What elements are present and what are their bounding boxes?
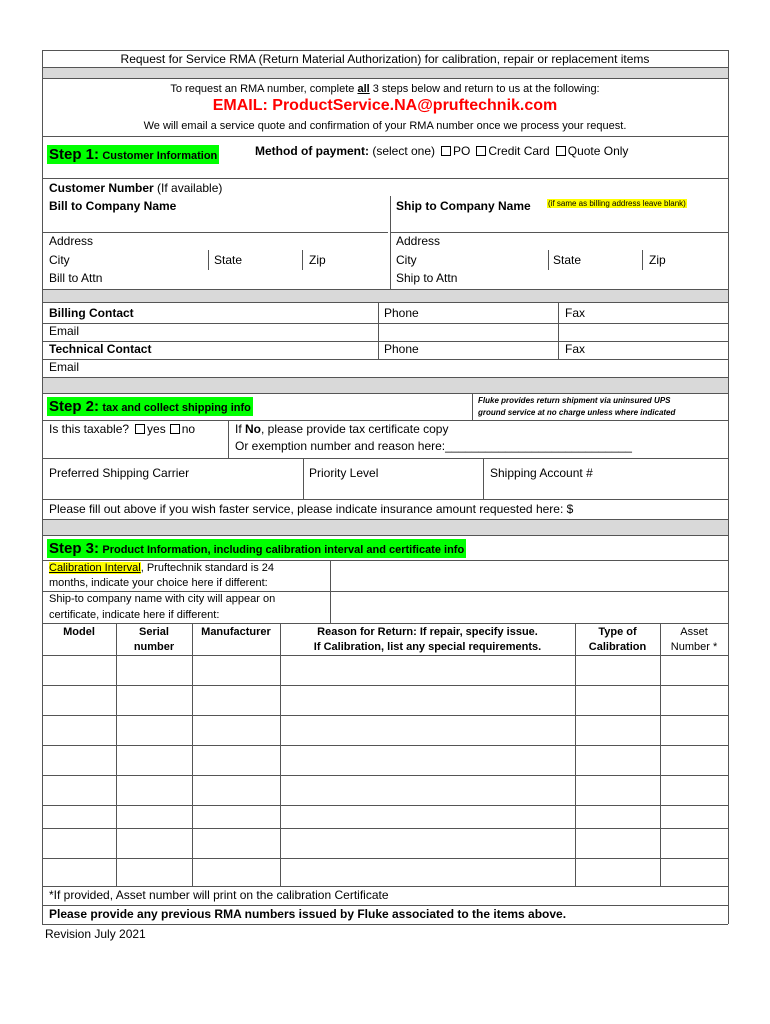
col-asset-1: Asset <box>680 626 708 638</box>
product-row[interactable] <box>43 746 727 774</box>
product-row[interactable] <box>43 686 727 714</box>
ship-state-field[interactable]: State <box>553 253 582 267</box>
cal-interval-highlight: Calibration Interval <box>49 562 141 574</box>
col-asset-2: Number * <box>670 641 718 653</box>
step2-heading <box>47 397 253 416</box>
po-option: PO <box>453 144 471 158</box>
cal-interval-line1 <box>49 562 274 575</box>
billing-phone-field[interactable]: Phone <box>384 306 419 320</box>
if-rest: , please provide tax certificate copy <box>261 422 449 436</box>
ship-address-field[interactable]: Address <box>396 234 441 248</box>
step2-spacer-band <box>42 377 728 393</box>
step1-title: Customer Information <box>102 150 218 162</box>
taxable-yes-label: yes <box>147 422 166 436</box>
technical-contact-field[interactable]: Technical Contact <box>49 342 152 356</box>
cal-interval-line2: months, indicate your choice here if different: <box>49 577 268 589</box>
tax-certificate-note <box>235 423 448 437</box>
credit-card-option: Credit Card <box>488 144 550 158</box>
credit-card-checkbox[interactable] <box>476 146 486 156</box>
ship-zip-field[interactable]: Zip <box>649 253 666 267</box>
instruction-post: 3 steps below and return to us at the following: <box>369 83 600 95</box>
taxable-no-checkbox[interactable] <box>170 424 180 434</box>
exemption-field[interactable]: Or exemption number and reason here:____________________________ <box>235 439 632 453</box>
billing-fax-field[interactable]: Fax <box>565 306 586 320</box>
ship-to-note: (if same as billing address leave blank) <box>548 199 686 208</box>
step3-heading <box>47 539 466 558</box>
instruction-line <box>42 83 728 96</box>
taxable-no-label: no <box>181 422 196 436</box>
shipto-cert-line2: certificate, indicate here if different: <box>49 609 220 621</box>
cal-interval-input[interactable] <box>331 561 727 590</box>
col-type-1: Type of <box>598 626 637 638</box>
col-reason-1: Reason for Return: If repair, specify issue. <box>317 626 538 638</box>
bill-state-field[interactable]: State <box>214 253 243 267</box>
product-row[interactable] <box>43 859 727 885</box>
if-no: No <box>245 422 262 436</box>
revision-date: Revision July 2021 <box>45 927 146 941</box>
cal-interval-text: , Pruftechnik standard is 24 <box>140 562 275 574</box>
priority-level-field[interactable]: Priority Level <box>309 466 379 480</box>
product-row[interactable] <box>43 806 727 827</box>
instruction-pre: To request an RMA number, complete <box>170 83 358 95</box>
product-row[interactable] <box>43 829 727 857</box>
insurance-amount-field[interactable]: Please fill out above if you wish faster service, please indicate insurance amount requested here: $ <box>49 502 574 516</box>
col-reason-2: If Calibration, list any special requirements. <box>313 641 542 653</box>
step3-label: Step 3: <box>49 540 100 557</box>
quote-only-checkbox[interactable] <box>556 146 566 156</box>
header-spacer-band <box>42 67 728 78</box>
product-row[interactable] <box>43 716 727 744</box>
billing-contact-field[interactable]: Billing Contact <box>49 306 134 320</box>
ship-city-field[interactable]: City <box>396 253 417 267</box>
fluke-note-line2: ground service at no charge unless where indicated <box>478 408 676 417</box>
previous-rma-field[interactable]: Please provide any previous RMA numbers issued by Fluke associated to the items above. <box>49 907 567 921</box>
step2-label: Step 2: <box>49 398 100 415</box>
customer-number-field[interactable] <box>49 182 222 196</box>
instruction-all: all <box>357 83 370 95</box>
product-row[interactable] <box>43 776 727 804</box>
quote-note: We will email a service quote and confirmation of your RMA number once we process your request. <box>143 120 627 132</box>
taxable-question <box>49 423 195 437</box>
bill-address-field[interactable]: Address <box>49 234 94 248</box>
service-email[interactable]: EMAIL: ProductService.NA@pruftechnik.com <box>212 97 558 114</box>
asset-footnote: *If provided, Asset number will print on the calibration Certificate <box>49 888 389 902</box>
bill-to-attn-field[interactable]: Bill to Attn <box>49 271 103 285</box>
bill-city-field[interactable]: City <box>49 253 70 267</box>
shipto-cert-line1: Ship-to company name with city will appear on <box>49 593 276 605</box>
if-label: If <box>235 422 246 436</box>
payment-label: Method of payment: <box>255 144 369 158</box>
step1-spacer-band-1 <box>42 289 728 302</box>
taxable-label: Is this taxable? <box>49 422 130 436</box>
form-title: Request for Service RMA (Return Material Authorization) for calibration, repair or replacement items <box>120 52 650 66</box>
payment-method <box>255 145 628 159</box>
shipto-cert-input[interactable] <box>331 592 727 622</box>
product-row[interactable] <box>43 656 727 684</box>
step3-spacer-band <box>42 519 728 535</box>
quote-only-option: Quote Only <box>567 144 629 158</box>
step1-label: Step 1: <box>49 146 100 163</box>
customer-number-label: Customer Number <box>49 181 154 195</box>
col-manufacturer: Manufacturer <box>201 626 271 638</box>
technical-fax-field[interactable]: Fax <box>565 342 586 356</box>
technical-email-field[interactable]: Email <box>49 360 80 374</box>
technical-phone-field[interactable]: Phone <box>384 342 419 356</box>
shipping-account-field[interactable]: Shipping Account # <box>490 466 593 480</box>
step2-title: tax and collect shipping info <box>102 402 251 414</box>
bill-zip-field[interactable]: Zip <box>309 253 326 267</box>
billing-email-field[interactable]: Email <box>49 324 80 338</box>
ship-to-company-field[interactable]: Ship to Company Name <box>396 199 531 213</box>
payment-hint: (select one) <box>369 144 436 158</box>
fluke-note-line1: Fluke provides return shipment via uninsured UPS <box>478 396 671 405</box>
po-checkbox[interactable] <box>441 146 451 156</box>
col-type-2: Calibration <box>588 641 647 653</box>
customer-number-hint: (If available) <box>153 181 223 195</box>
col-serial-2: number <box>133 641 175 653</box>
col-serial-1: Serial <box>139 626 169 638</box>
col-model: Model <box>63 626 95 638</box>
taxable-yes-checkbox[interactable] <box>135 424 145 434</box>
preferred-carrier-field[interactable]: Preferred Shipping Carrier <box>49 466 190 480</box>
step3-title: Product Information, including calibration interval and certificate info <box>102 544 465 556</box>
bill-to-company-field[interactable]: Bill to Company Name <box>49 199 177 213</box>
step1-heading <box>47 145 219 164</box>
ship-to-attn-field[interactable]: Ship to Attn <box>396 271 458 285</box>
